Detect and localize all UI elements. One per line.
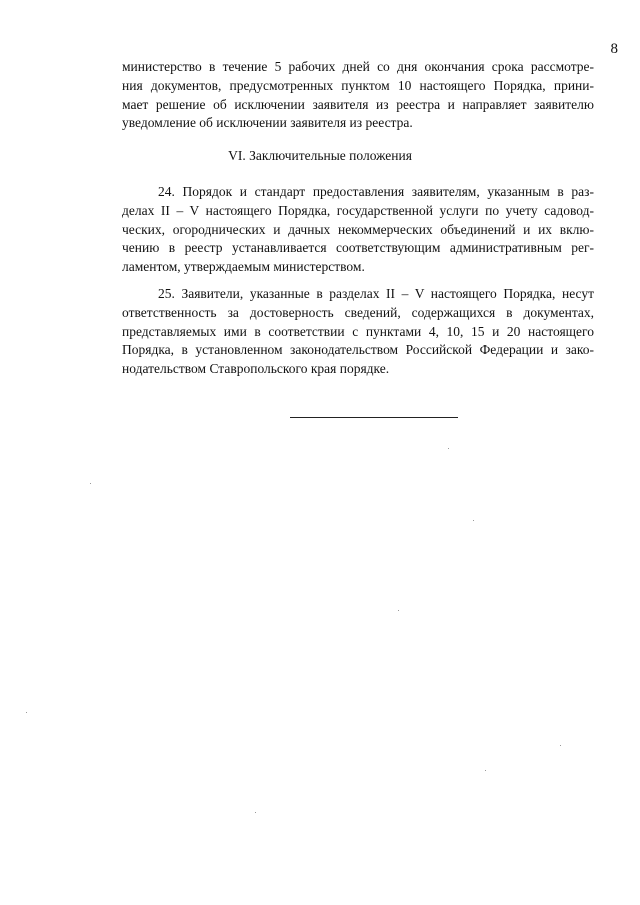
paragraph-line: 24. Порядок и стандарт предоставления заявителям, указанным в раз-: [158, 184, 594, 199]
paragraph-24: [122, 183, 594, 277]
paragraph-line: чению в реестр устанавливается соответствующим административным рег-: [122, 240, 594, 256]
paragraph-line: Порядка, в установленном законодательством Российской Федерации и зако-: [122, 342, 594, 358]
paragraph-line: представляемых ими в соответствии с пунктами 4, 10, 15 и 20 настоящего: [122, 323, 594, 339]
paragraph-line: мает решение об исключении заявителя из реестра и направляет заявителю: [122, 96, 594, 112]
paragraph-line: ческих, огороднических и дачных некоммерческих объединений и их вклю-: [122, 221, 594, 237]
paragraph-line: ния документов, предусмотренных пунктом 10 настоящего Порядка, прини-: [122, 77, 594, 93]
scan-speck: [473, 520, 474, 521]
scan-speck: [255, 812, 256, 813]
scan-speck: [90, 483, 91, 484]
paragraph-continuation: [122, 58, 594, 133]
paragraph-line: ламентом, утверждаемым министерством.: [122, 259, 365, 275]
scan-speck: [448, 448, 449, 449]
scan-speck: [398, 610, 399, 611]
scan-speck: [485, 770, 486, 771]
paragraph-line: 25. Заявители, указанные в разделах II – V настоящего Порядка, несут: [158, 286, 594, 301]
scan-speck: [26, 712, 27, 713]
paragraph-line: нодательством Ставропольского края порядке.: [122, 361, 390, 377]
section-heading: VI. Заключительные положения: [228, 148, 412, 163]
paragraph-line: ответственность за достоверность сведений, содержащихся в документах,: [122, 304, 594, 320]
paragraph-line: министерство в течение 5 рабочих дней со дня окончания срока рассмотре-: [122, 59, 594, 74]
paragraph-line: уведомление об исключении заявителя из реестра.: [122, 115, 413, 131]
scan-speck: [560, 745, 561, 746]
page-number: 8: [610, 41, 618, 57]
closing-rule: [290, 417, 458, 418]
paragraph-line: делах II – V настоящего Порядка, государственной услуги по учету садовод-: [122, 202, 594, 218]
paragraph-25: [122, 285, 594, 379]
